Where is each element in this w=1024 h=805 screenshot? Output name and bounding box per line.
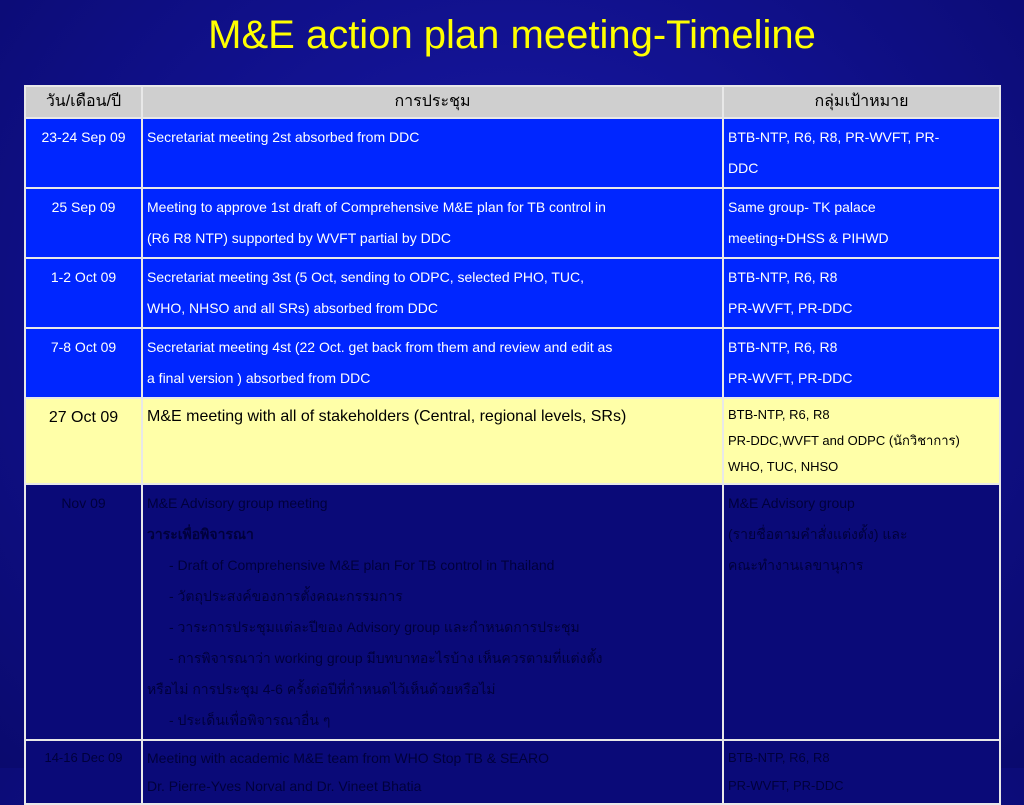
row-date: 14-16 Dec 09 — [25, 740, 142, 804]
meeting-line: a final version ) absorbed from DDC — [147, 370, 371, 386]
meeting-line: Dr. Pierre-Yves Norval and Dr. Vineet Bhatia — [147, 778, 422, 794]
row-target — [723, 328, 1000, 398]
meeting-line: M&E Advisory group meeting — [147, 495, 328, 511]
row-meeting — [142, 484, 723, 740]
row-meeting — [142, 188, 723, 258]
table-header-row — [25, 86, 1000, 118]
target-line: PR-DDC,WVFT and ODPC (นักวิชาการ) — [728, 433, 960, 448]
table-row-highlighted — [25, 398, 1000, 484]
row-date: 1-2 Oct 09 — [25, 258, 142, 328]
target-line: PR-WVFT, PR-DDC — [728, 778, 844, 793]
target-line: (รายชื่อตามคำสั่งแต่งตั้ง) และ — [728, 526, 908, 542]
row-date: Nov 09 — [25, 484, 142, 740]
meeting-line: Meeting to approve 1st draft of Comprehensive M&E plan for TB control in — [147, 199, 606, 215]
target-line: BTB-NTP, R6, R8 — [728, 339, 838, 355]
meeting-line: WHO, NHSO and all SRs) absorbed from DDC — [147, 300, 438, 316]
target-line: WHO, TUC, NHSO — [728, 459, 839, 474]
target-line: BTB-NTP, R6, R8 — [728, 750, 830, 765]
row-target — [723, 258, 1000, 328]
meeting-line: Secretariat meeting 4st (22 Oct. get back from them and review and edit as — [147, 339, 613, 355]
row-target — [723, 740, 1000, 804]
meeting-line: - วัตถุประสงค์ของการตั้งคณะกรรมการ — [169, 588, 403, 604]
row-meeting — [142, 328, 723, 398]
table-row — [25, 328, 1000, 398]
table-row — [25, 188, 1000, 258]
row-target — [723, 188, 1000, 258]
row-meeting — [142, 258, 723, 328]
header-date: วัน/เดือน/ปี — [25, 86, 142, 118]
row-target — [723, 118, 1000, 188]
meeting-line: Secretariat meeting 2st absorbed from DDC — [147, 129, 420, 145]
target-line: meeting+DHSS & PIHWD — [728, 230, 889, 246]
target-line: BTB-NTP, R6, R8 — [728, 269, 838, 285]
meeting-line: Secretariat meeting 3st (5 Oct, sending to ODPC, selected PHO, TUC, — [147, 269, 585, 285]
header-meeting: การประชุม — [142, 86, 723, 118]
target-line: คณะทำงานเลขานุการ — [728, 557, 864, 573]
row-meeting — [142, 398, 723, 484]
table-row — [25, 118, 1000, 188]
row-target — [723, 484, 1000, 740]
meeting-line: Meeting with academic M&E team from WHO Stop TB & SEARO — [147, 750, 549, 766]
target-line: M&E Advisory group — [728, 495, 855, 511]
timeline-table — [24, 85, 1001, 805]
table-row — [25, 258, 1000, 328]
row-target — [723, 398, 1000, 484]
meeting-line: - Draft of Comprehensive M&E plan For TB control in Thailand — [169, 557, 555, 573]
row-meeting — [142, 740, 723, 804]
table-row — [25, 740, 1000, 804]
target-line: PR-WVFT, PR-DDC — [728, 300, 853, 316]
target-line: PR-WVFT, PR-DDC — [728, 370, 853, 386]
header-target: กลุ่มเป้าหมาย — [723, 86, 1000, 118]
target-line: BTB-NTP, R6, R8 — [728, 407, 830, 422]
meeting-line: (R6 R8 NTP) supported by WVFT partial by DDC — [147, 230, 451, 246]
row-date: 27 Oct 09 — [25, 398, 142, 484]
row-date: 7-8 Oct 09 — [25, 328, 142, 398]
meeting-line: - การพิจารณาว่า working group มีบทบาทอะไรบ้าง เห็นควรตามที่แต่งตั้ง — [169, 650, 603, 666]
target-line: DDC — [728, 160, 759, 176]
target-line: Same group- TK palace — [728, 199, 876, 215]
table-row — [25, 484, 1000, 740]
row-date: 25 Sep 09 — [25, 188, 142, 258]
meeting-line: - ประเด็นเพื่อพิจารณาอื่น ๆ — [169, 712, 331, 728]
row-date: 23-24 Sep 09 — [25, 118, 142, 188]
meeting-line: วาระเพื่อพิจารณา — [147, 526, 254, 542]
meeting-line: M&E meeting with all of stakeholders (Central, regional levels, SRs) — [147, 408, 627, 425]
meeting-line: - วาระการประชุมแต่ละปีของ Advisory group และกำหนดการประชุม — [169, 619, 580, 635]
slide-title: M&E action plan meeting-Timeline — [208, 13, 816, 57]
row-meeting — [142, 118, 723, 188]
target-line: BTB-NTP, R6, R8, PR-WVFT, PR- — [728, 129, 940, 145]
meeting-line: หรือไม่ การประชุม 4-6 ครั้งต่อปีที่กำหนดไว้เห็นด้วยหรือไม่ — [147, 681, 496, 697]
